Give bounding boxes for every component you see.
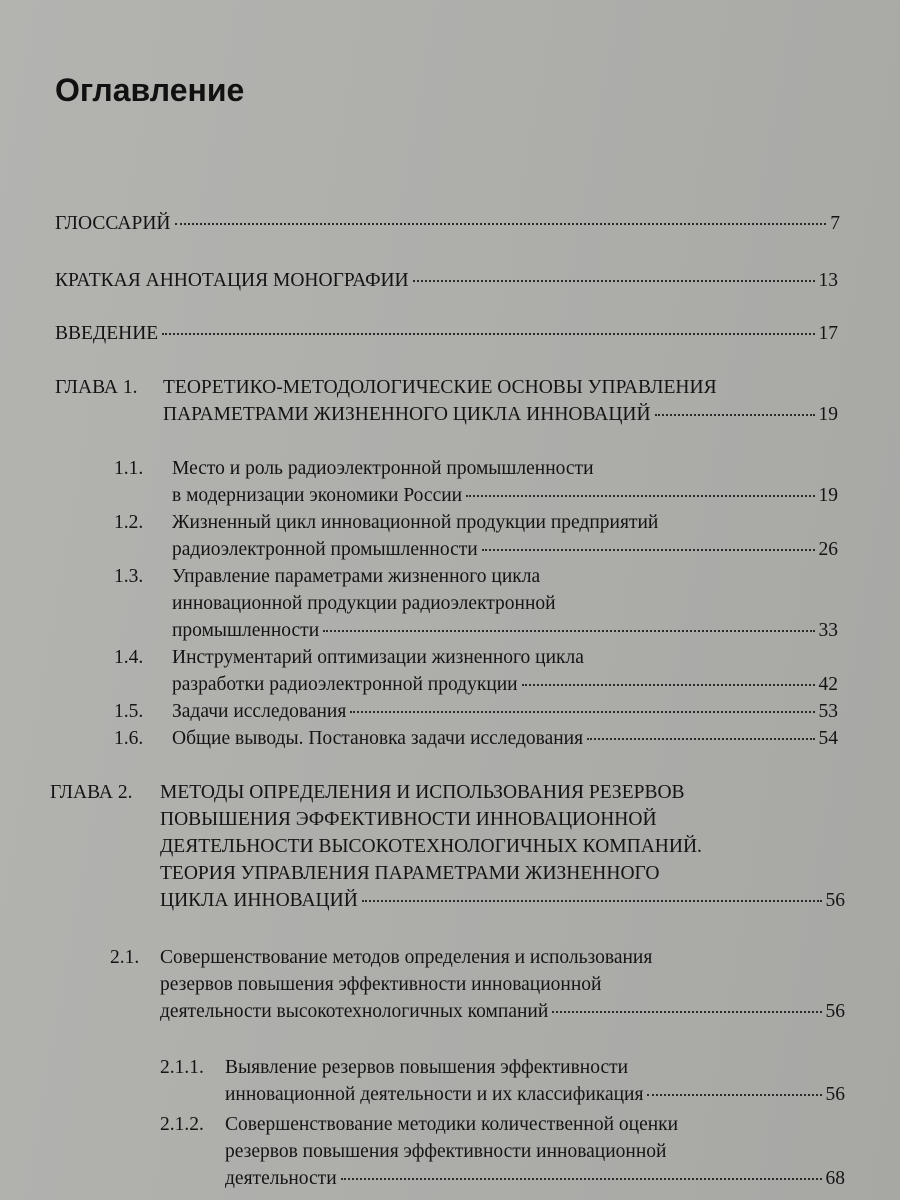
page-number: 19	[818, 485, 838, 506]
section-1-5-line	[172, 698, 838, 725]
section-number: 1.5.	[114, 701, 144, 722]
section-number: 1.1.	[114, 458, 144, 479]
section-title-line: промышленности	[172, 620, 320, 641]
section-title-line: инновационной продукции радиоэлектронной	[172, 593, 556, 614]
entry-title: ВВЕДЕНИЕ	[55, 323, 159, 344]
dot-leader	[482, 548, 815, 551]
dot-leader	[466, 494, 814, 497]
subsection-2-1-1-last-line	[225, 1081, 845, 1108]
dot-leader	[552, 1010, 821, 1013]
section-title-line: Место и роль радиоэлектронной промышленности	[172, 458, 594, 479]
chapter-title-line: ПАРАМЕТРАМИ ЖИЗНЕННОГО ЦИКЛА ИННОВАЦИЙ	[163, 404, 651, 425]
chapter-2-title-last-line	[160, 887, 845, 914]
subsection-title-line: резервов повышения эффективности инновационной	[225, 1141, 667, 1162]
section-1-3-last-line	[172, 617, 838, 644]
dot-leader	[323, 629, 814, 632]
section-title-line: радиоэлектронной промышленности	[172, 539, 478, 560]
dot-leader	[175, 222, 827, 225]
page-number: 13	[818, 270, 838, 291]
page-number: 7	[830, 213, 840, 234]
dot-leader	[587, 737, 814, 740]
chapter-2-title-line: ТЕОРИЯ УПРАВЛЕНИЯ ПАРАМЕТРАМИ ЖИЗНЕННОГО	[160, 863, 660, 884]
section-1-6-line	[172, 725, 838, 752]
section-2-1-last-line	[160, 998, 845, 1025]
page-number: 17	[818, 323, 838, 344]
page-number: 56	[825, 1084, 845, 1105]
subsection-title-line: Совершенствование методики количественной оценки	[225, 1114, 679, 1135]
section-number: 1.6.	[114, 728, 144, 749]
toc-entry-glossary	[55, 210, 840, 237]
chapter-1-number: ГЛАВА 1.	[55, 377, 138, 398]
page-number: 33	[818, 620, 838, 641]
dot-leader	[655, 413, 815, 416]
section-1-2-last-line	[172, 536, 838, 563]
section-title-line: разработки радиоэлектронной продукции	[172, 674, 518, 695]
chapter-2-title-line: ДЕЯТЕЛЬНОСТИ ВЫСОКОТЕХНОЛОГИЧНЫХ КОМПАНИЙ.	[160, 836, 702, 857]
dot-leader	[522, 683, 815, 686]
section-title-line: Совершенствование методов определения и использования	[160, 947, 653, 968]
toc-entry-annotation	[55, 267, 838, 294]
chapter-1-title-line: ТЕОРЕТИКО-МЕТОДОЛОГИЧЕСКИЕ ОСНОВЫ УПРАВЛЕНИЯ	[163, 377, 717, 398]
dot-leader	[647, 1093, 821, 1096]
page-number: 53	[818, 701, 838, 722]
section-title-line: Управление параметрами жизненного цикла	[172, 566, 541, 587]
chapter-2-title-line: МЕТОДЫ ОПРЕДЕЛЕНИЯ И ИСПОЛЬЗОВАНИЯ РЕЗЕРВОВ	[160, 782, 685, 803]
subsection-title-line: Выявление резервов повышения эффективности	[225, 1057, 629, 1078]
chapter-2-title-line: ПОВЫШЕНИЯ ЭФФЕКТИВНОСТИ ИННОВАЦИОННОЙ	[160, 809, 657, 830]
dot-leader	[341, 1177, 822, 1180]
dot-leader	[413, 279, 815, 282]
subsection-2-1-2-last-line	[225, 1165, 845, 1192]
chapter-1-title-last-line	[163, 401, 838, 428]
section-title-line: Общие выводы. Постановка задачи исследования	[172, 728, 584, 749]
page-number: 26	[818, 539, 838, 560]
section-1-4-last-line	[172, 671, 838, 698]
section-1-1-last-line	[172, 482, 838, 509]
section-number: 2.1.	[110, 947, 140, 968]
page-number: 19	[818, 404, 838, 425]
page-number: 56	[825, 890, 845, 911]
section-title-line: в модернизации экономики России	[172, 485, 463, 506]
page-number: 54	[818, 728, 838, 749]
section-title-line: Инструментарий оптимизации жизненного цикла	[172, 647, 584, 668]
section-title-line: резервов повышения эффективности инновационной	[160, 974, 602, 995]
subsection-number: 2.1.2.	[160, 1114, 204, 1135]
page-number: 56	[825, 1001, 845, 1022]
section-title-line: Жизненный цикл инновационной продукции предприятий	[172, 512, 659, 533]
section-number: 1.2.	[114, 512, 144, 533]
section-number: 1.4.	[114, 647, 144, 668]
section-title-line: деятельности высокотехнологичных компаний	[160, 1001, 549, 1022]
entry-title: КРАТКАЯ АННОТАЦИЯ МОНОГРАФИИ	[55, 270, 409, 291]
dot-leader	[362, 899, 822, 902]
entry-title: ГЛОССАРИЙ	[55, 213, 171, 234]
subsection-title-line: инновационной деятельности и их классификация	[225, 1084, 644, 1105]
toc-entry-introduction	[55, 320, 838, 347]
page-number: 68	[825, 1168, 845, 1189]
page-number: 42	[818, 674, 838, 695]
subsection-number: 2.1.1.	[160, 1057, 204, 1078]
dot-leader	[350, 710, 814, 713]
subsection-title-line: деятельности	[225, 1168, 337, 1189]
section-number: 1.3.	[114, 566, 144, 587]
chapter-2-number: ГЛАВА 2.	[50, 782, 133, 803]
chapter-title-line: ЦИКЛА ИННОВАЦИЙ	[160, 890, 358, 911]
section-title-line: Задачи исследования	[172, 701, 347, 722]
page-title: Оглавление	[55, 72, 245, 108]
dot-leader	[162, 332, 814, 335]
